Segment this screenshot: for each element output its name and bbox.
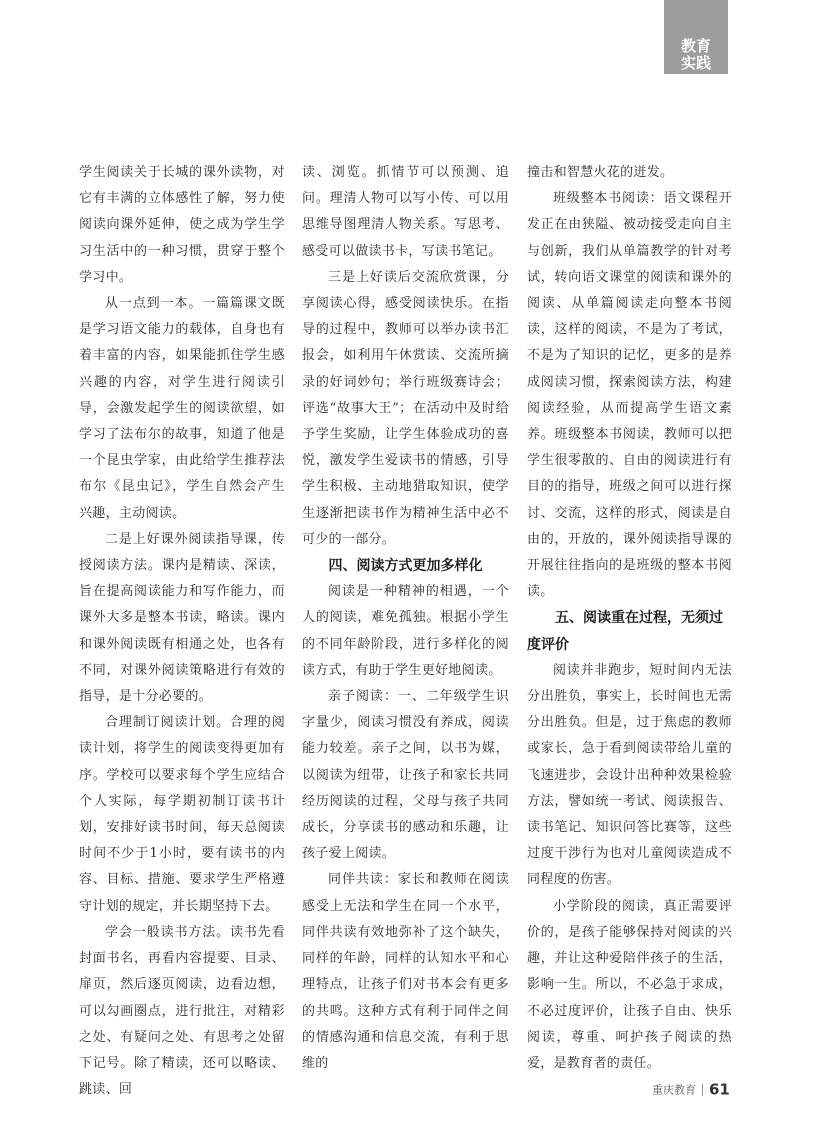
page-number: 61 xyxy=(709,1080,730,1099)
paragraph: 学生阅读关于长城的课外读物，对它有丰满的立体感性了解，努力使阅读向课外延伸，使之成为学生学习生活中的一种习惯，贯穿于整个学习中。 xyxy=(79,165,285,285)
paragraph: 同伴共读：家长和教师在阅读感受上无法和学生在同一个水平，同伴共读有效地弥补了这个缺失，同样的年龄，同样的认知水平和心理特点，让孩子们对书本会有更多的共鸣。这种方式有利于同伴之间的情感沟通和信息交流，有利于思维的 xyxy=(302,872,509,1071)
page-footer xyxy=(652,1079,730,1099)
paragraph: 学会一般读书方法。读书先看封面书名，再看内容提要、目录、扉页，然后逐页阅读，边看边想，可以勾画圈点，进行批注，对精彩之处、有疑问之处、有思考之处留下记号。除了精读，还可以略读、跳读、回 xyxy=(79,924,285,1098)
article-column-3 xyxy=(527,160,732,1077)
article-column-1 xyxy=(79,160,285,1103)
paragraph: 撞击和智慧火花的迸发。 xyxy=(527,165,674,180)
paragraph: 小学阶段的阅读，真正需要评价的，是孩子能够保持对阅读的兴趣，并让这种爱陪伴孩子的生活，影响一生。所以，不必急于求成，不必过度评价，让孩子自由、快乐阅读，尊重、呵护孩子阅读的热爱，是教育者的责任。 xyxy=(527,898,732,1071)
section-tab xyxy=(664,0,728,74)
paragraph: 亲子阅读：一、二年级学生识字量少，阅读习惯没有养成，阅读能力较差。亲子之间，以书为媒，以阅读为纽带，让孩子和家长共同经历阅读的过程，父母与孩子共同成长，分享读书的感动和乐趣，让孩子爱上阅读。 xyxy=(302,689,509,862)
paragraph: 阅读是一种精神的相遇，一个人的阅读，难免孤独。根据小学生的不同年龄阶段，进行多样化的阅读方式，有助于学生更好地阅读。 xyxy=(302,584,509,678)
footer-divider xyxy=(702,1084,703,1096)
paragraph: 班级整本书阅读：语文课程开发正在由狭隘、被动接受走向自主与创新，我们从单篇教学的针对考试，转向语文课堂的阅读和课外的阅读、从单篇阅读走向整本书阅读，这样的阅读，不是为了考试，不是为了知识的记忆，更多的是养成阅读习惯，探索阅读方法，构建阅读经验，从而提高学生语文素养。班级整本书阅读，教师可以把学生很零散的、自由的阅读进行有目的的指导，班级之间可以进行探讨、交流，这样的形式，阅读是自由的，开放的，课外阅读指导课的开展往往指向的是班级的整本书阅读。 xyxy=(527,191,732,600)
paragraph: 读、浏览。抓情节可以预测、追问。理清人物可以写小传、可以用思维导图理清人物关系。写思考、感受可以做读书卡，写读书笔记。 xyxy=(302,165,509,259)
paragraph: 阅读并非跑步，短时间内无法分出胜负，事实上，长时间也无需分出胜负。但是，过于焦虑的教师或家长，急于看到阅读带给儿童的飞速进步，会设计出种种效果检验方法，譬如统一考试、阅读报告、读书笔记、知识问答比赛等，这些过度干涉行为也对儿童阅读造成不同程度的伤害。 xyxy=(527,662,732,888)
section-heading: 五、阅读重在过程，无须过度评价 xyxy=(527,610,723,653)
paragraph: 二是上好课外阅读指导课，传授阅读方法。课内是精读、深读，旨在提高阅读能力和写作能力，而课外大多是整本书读，略读。课内和课外阅读既有相通之处，也各有不同，对课外阅读策略进行有效的指导，是十分必要的。 xyxy=(79,531,285,705)
paragraph: 从一点到一本。一篇篇课文既是学习语文能力的载体，自身也有着丰富的内容，如果能抓住学生感兴趣的内容，对学生进行阅读引导，会激发起学生的阅读欲望，如学习了法布尔的故事，知道了他是一个昆虫学家，由此给学生推荐法布尔《昆虫记》，学生自然会产生兴趣，主动阅读。 xyxy=(79,296,285,521)
article-column-2 xyxy=(302,160,509,1077)
journal-name: 重庆教育 xyxy=(652,1083,696,1097)
section-label-line2: 实践 xyxy=(680,54,711,72)
paragraph: 三是上好读后交流欣赏课，分享阅读心得，感受阅读快乐。在指导的过程中，教师可以举办读书汇报会，如利用午休赏读、交流所摘录的好词妙句；举行班级赛诗会；评选“故事大王”；在活动中及时给予学生奖励，让学生体验成功的喜悦，激发学生爱读书的情感，引导学生积极、主动地猎取知识，使学生逐渐把读书作为精神生活中必不可少的一部分。 xyxy=(302,269,509,547)
paragraph: 合理制订阅读计划。合理的阅读计划，将学生的阅读变得更加有序。学校可以要求每个学生应结合个人实际，每学期初制订读书计划，安排好读书时间，每天总阅读时间不少于1小时，要有读书的内容、目标、措施、要求学生严格遵守计划的规定，并长期坚持下去。 xyxy=(79,715,285,914)
section-heading: 四、阅读方式更加多样化 xyxy=(328,558,483,575)
section-label-line1: 教育 xyxy=(680,37,711,55)
